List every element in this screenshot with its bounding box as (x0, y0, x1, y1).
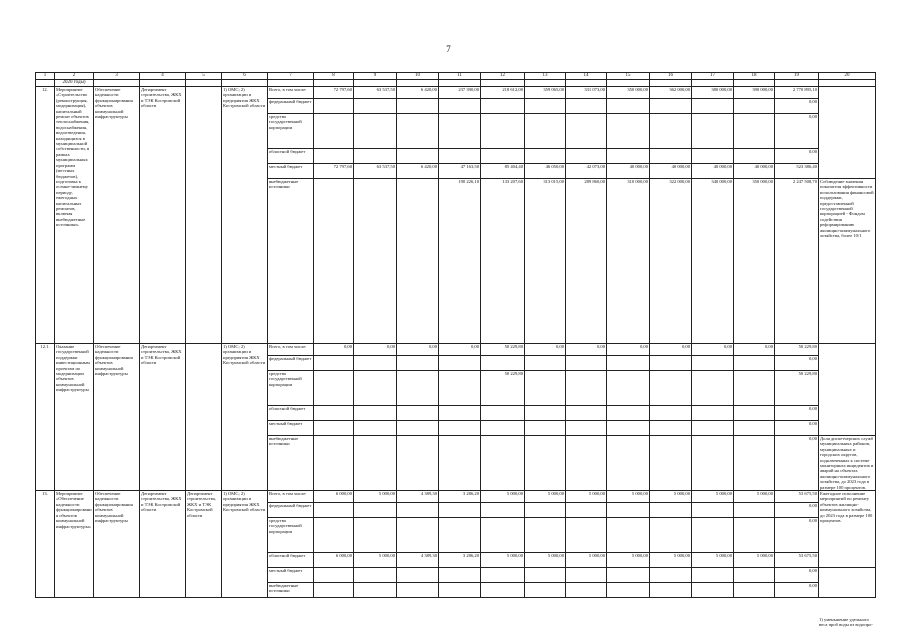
value-cell: 47 163,50 (439, 164, 481, 179)
value-cell: 40 000,00 (607, 164, 650, 179)
co-executor: Департамент строительства, ЖКХ и ТЭК Костромской области (186, 491, 222, 598)
value-cell: 72 797,60 (314, 87, 354, 99)
value-cell: 237 390,00 (439, 87, 481, 99)
row-12-1-total (36, 344, 876, 356)
responsible-executor: Департамент строительства, ЖКХ и ТЭК Костромской области (140, 344, 186, 491)
value-cell: 5 000,00 (481, 491, 525, 503)
header-cell: 4 (140, 73, 186, 80)
source-federal: федеральный бюджет (268, 503, 314, 518)
value-cell: 218 612,00 (481, 87, 525, 99)
header-cell: 1 (36, 73, 55, 80)
value-cell: 340 000,00 (692, 179, 734, 344)
header-cell: 10 (397, 73, 439, 80)
source-local: местный бюджет (268, 164, 314, 179)
target-indicator: Ежегодное исполнение мероприятий по ремонту объектов жилищно-коммунального хозяйства, до 2023 года в размере 100 процентов. (819, 491, 876, 568)
value-cell: 313 015,00 (525, 179, 566, 344)
value-cell: 5 000,00 (525, 553, 566, 568)
value-total: 0,00 (775, 99, 819, 114)
event-name: Оказание государственной поддержки инвестиционным проектам по модернизации объектов коммунальной инфраструктуры (55, 344, 94, 491)
value-cell: 0,00 (734, 344, 775, 356)
value-cell: 0,00 (397, 344, 439, 356)
source-federal: федеральный бюджет (268, 356, 314, 371)
source-local: местный бюджет (268, 421, 314, 436)
responsible-executor: Департамент строительства, ЖКХ и ТЭК Костромской области (140, 87, 186, 344)
value-cell: 350 000,00 (607, 87, 650, 99)
value-cell: 72 797,60 (314, 164, 354, 179)
event-name: Мероприятие «Строительство (реконструкция, модернизация), капитальный ремонт объектов теплоснабжения, водоснабжения, водоотведения, находящихся в муниципальной собственности, в рамках муниципальных программ (местных бюджетов), подготовка к осенне-зимнему периоду, ежегодных капитальных ремонтов, включая внебюджетные источники» (55, 87, 94, 344)
value-cell: 289 860,00 (566, 179, 607, 344)
value-cell: 0,00 (692, 344, 734, 356)
header-cell: 12 (481, 73, 525, 80)
participants: 1) ОМС; 2) организации и предприятия ЖКХ Костромской области (222, 87, 268, 344)
value-cell: 6 420,00 (397, 87, 439, 99)
header-cell: 19 (775, 73, 819, 80)
value-cell: 40 000,00 (650, 164, 692, 179)
source-total: Всего, в том числе: (268, 344, 314, 356)
value-total: 0,00 (775, 518, 819, 553)
header-cell: 7 (268, 73, 314, 80)
header-cell: 15 (607, 73, 650, 80)
value-cell: 5 000,00 (734, 491, 775, 503)
page-number: 7 (446, 44, 451, 54)
value-cell: 4 389,30 (397, 491, 439, 503)
value-total: 0,00 (775, 503, 819, 518)
cut-row-text: 2020 годы) (55, 80, 94, 87)
responsible-executor: Департамент строительства, ЖКХ и ТЭК Костромской области (140, 491, 186, 598)
program-table (35, 72, 876, 598)
value-cell: 3 286,20 (439, 491, 481, 503)
value-cell: 0,00 (354, 344, 397, 356)
value-cell: 5 000,00 (734, 553, 775, 568)
value-total: 2 247 508,70 (775, 179, 819, 344)
value-total: 0,00 (775, 406, 819, 421)
source-total: Всего, в том числе: (268, 87, 314, 99)
event-goal: Обеспечение надежности функционирования объектов коммунальной инфраструктуры (94, 87, 140, 344)
value-cell: 5 000,00 (607, 491, 650, 503)
header-cell: 13 (525, 73, 566, 80)
value-cell: 0,00 (525, 344, 566, 356)
event-goal: Обеспечение надежности функционирования объектов коммунальной инфраструктуры (94, 491, 140, 598)
value-total: 0,00 (775, 356, 819, 371)
value-total: 0,00 (775, 568, 819, 583)
source-regional: областной бюджет (268, 149, 314, 164)
source-total: Всего, в том числе: (268, 491, 314, 503)
value-cell: 6 000,00 (314, 491, 354, 503)
value-cell: 5 000,00 (481, 553, 525, 568)
value-cell: 5 000,00 (650, 553, 692, 568)
header-cell: 18 (734, 73, 775, 80)
value-cell: 5 000,00 (566, 491, 607, 503)
value-cell: 350 000,00 (734, 179, 775, 344)
value-cell: 85 404,40 (481, 164, 525, 179)
value-total: 523 386,40 (775, 164, 819, 179)
value-cell: 380 000,00 (692, 87, 734, 99)
value-cell: 40 000,00 (734, 164, 775, 179)
participants: 1) ОМС; 2) организации и предприятия ЖКХ Костромской области (222, 344, 268, 491)
header-cell: 16 (650, 73, 692, 80)
value-cell: 0,00 (650, 344, 692, 356)
row-13-total (36, 491, 876, 503)
value-total: 0,00 (775, 421, 819, 436)
value-total: 0,00 (775, 149, 819, 164)
header-cell: 2 (55, 73, 94, 80)
event-name: Мероприятие «Обеспечение надежности функционирования объектов коммунальной инфраструктуры» (55, 491, 94, 598)
value-cell: 0,00 (314, 344, 354, 356)
value-cell: 63 537,50 (354, 87, 397, 99)
value-cell: 40 000,00 (692, 164, 734, 179)
header-cell: 8 (314, 73, 354, 80)
value-cell: 0,00 (607, 344, 650, 356)
value-cell: 190 226,10 (439, 179, 481, 344)
value-cell: 6 000,00 (314, 553, 354, 568)
source-fund: средства государственной корпорации (268, 518, 314, 553)
source-extrabudget: внебюджетные источники (268, 583, 314, 598)
value-total: 53 675,50 (775, 491, 819, 503)
value-cell: 5 000,00 (607, 553, 650, 568)
value-cell: 331 073,00 (566, 87, 607, 99)
row-number: 12. (36, 87, 55, 344)
row-number: 12.1. (36, 344, 55, 491)
value-cell: 0,00 (439, 344, 481, 356)
value-total: 50 229,80 (775, 371, 819, 406)
value-cell: 362 000,00 (650, 87, 692, 99)
header-cell: 3 (94, 73, 140, 80)
source-federal: федеральный бюджет (268, 99, 314, 114)
value-cell: 5 000,00 (692, 553, 734, 568)
value-total: 2 770 895,10 (775, 87, 819, 99)
value-cell: 5 000,00 (354, 491, 397, 503)
source-local: местный бюджет (268, 568, 314, 583)
indicator-cut: 1) уменьшение удельного веса проб воды из водопро- (819, 617, 873, 628)
header-cell: 6 (222, 73, 268, 80)
value-cell: 5 000,00 (525, 491, 566, 503)
header-cell: 5 (186, 73, 222, 80)
value-total: 0,00 (775, 114, 819, 149)
value-cell: 50 229,80 (481, 371, 525, 406)
cut-row (36, 80, 876, 87)
value-cell: 42 073,00 (566, 164, 607, 179)
value-cell: 359 065,00 (525, 87, 566, 99)
value-cell: 310 000,00 (607, 179, 650, 344)
source-regional: областной бюджет (268, 553, 314, 568)
row-12-total (36, 87, 876, 99)
event-goal: Обеспечение надежности функционирования объектов коммунальной инфраструктуры (94, 344, 140, 491)
value-cell: 5 000,00 (650, 491, 692, 503)
value-cell: 4 389,30 (397, 553, 439, 568)
row-number: 13. (36, 491, 55, 598)
target-indicator: Соблюдение значения показателя эффективности использования финансовой поддержки, предоставленной государственной корпорацией - Фондом содействия реформированию жилищно-коммунального хозяйства, более 10/1 (819, 179, 876, 344)
header-cell: 11 (439, 73, 481, 80)
value-total: 53 675,50 (775, 553, 819, 568)
value-cell: 390 000,00 (734, 87, 775, 99)
value-cell: 46 050,00 (525, 164, 566, 179)
header-cell: 14 (566, 73, 607, 80)
header-cell: 17 (692, 73, 734, 80)
header-cell: 20 (819, 73, 876, 80)
value-total: 50 229,80 (775, 344, 819, 356)
value-total: 0,00 (775, 583, 819, 598)
value-cell: 50 229,80 (481, 344, 525, 356)
source-regional: областной бюджет (268, 406, 314, 421)
source-fund: средства государственной корпорации (268, 114, 314, 149)
header-cell: 9 (354, 73, 397, 80)
value-cell: 5 000,00 (566, 553, 607, 568)
value-total: 0,00 (775, 436, 819, 491)
participants: 1) ОМС; 2) организации и предприятия ЖКХ Костромской области (222, 491, 268, 598)
source-fund: средства государственной корпорации (268, 371, 314, 406)
source-extrabudget: внебюджетные источники (268, 436, 314, 491)
co-executor (186, 87, 222, 344)
source-extrabudget: внебюджетные источники (268, 179, 314, 344)
value-cell: 133 207,60 (481, 179, 525, 344)
value-cell: 6 420,00 (397, 164, 439, 179)
value-cell: 63 537,50 (354, 164, 397, 179)
header-row (36, 73, 876, 80)
value-cell: 322 000,00 (650, 179, 692, 344)
value-cell: 5 000,00 (692, 491, 734, 503)
value-cell: 5 000,00 (354, 553, 397, 568)
target-indicator: Доля диспетчерских служб муниципальных районов, муниципальных и городских округов, подключенных к системе мониторинга инцидентов и аварий на объектах жилищно-коммунального хозяйства, до 2023 года в размере 100 процентов. (819, 436, 876, 491)
value-cell: 0,00 (566, 344, 607, 356)
value-cell: 3 286,20 (439, 553, 481, 568)
